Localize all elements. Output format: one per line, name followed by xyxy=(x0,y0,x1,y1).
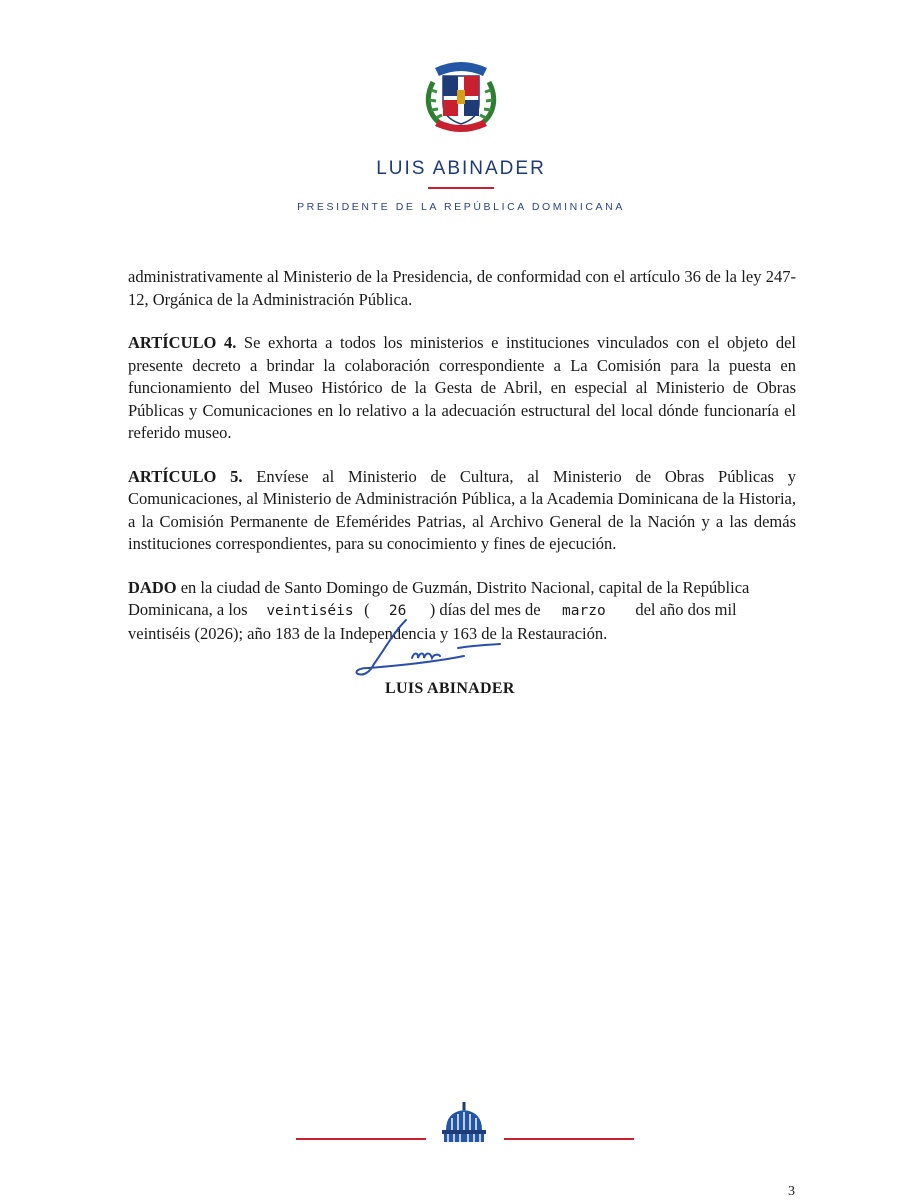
dado-text-2: ) días del mes de xyxy=(429,600,541,619)
page-number: 3 xyxy=(788,1184,795,1199)
coat-of-arms-icon xyxy=(421,52,501,140)
dado-text-3: del año dos mil veintiséis (2026); año 183 de la Independencia y 163 de la Restauración. xyxy=(128,600,737,643)
footer-rule-left xyxy=(296,1138,426,1140)
month: marzo xyxy=(562,603,606,619)
article-4-text: Se exhorta a todos los ministerios e instituciones vinculados con el objeto del presente decreto a brindar la colaboración correspondiente a La Comisión para la puesta en funcionamiento del Museo Histórico de la Gesta de Abril, en especial al Ministerio de Obras Públicas y Comunicaciones en lo relativo a la adecuación estructural del local dónde funcionaría el referido museo. xyxy=(128,333,796,442)
president-name: LUIS ABINADER xyxy=(376,158,546,179)
footer-rule-right xyxy=(504,1138,634,1140)
decree-body xyxy=(128,266,796,666)
article-5 xyxy=(128,466,796,556)
dado-label: DADO xyxy=(128,577,177,597)
palace-dome-icon xyxy=(438,1100,490,1146)
president-title: PRESIDENTE DE LA REPÚBLICA DOMINICANA xyxy=(297,201,625,213)
article-4-label: ARTÍCULO 4. xyxy=(128,333,237,352)
paragraph-continuation: administrativamente al Ministerio de la Presidencia, de conformidad con el artículo 36 de la ley 247-12, Orgánica de la Administración Pública. xyxy=(128,267,796,309)
signer-name: LUIS ABINADER xyxy=(385,680,515,697)
article-5-text: Envíese al Ministerio de Cultura, al Ministerio de Obras Públicas y Comunicaciones, al Ministerio de Administración Pública, a la Academia Dominicana de la Historia, a la Comisión Permanente de Efemérides Patrias, al Archivo General de la Nación y a las demás instituciones correspondientes, para su conocimiento y fines de ejecución. xyxy=(128,466,796,553)
day-number: 26 xyxy=(388,603,407,619)
article-5-label: ARTÍCULO 5. xyxy=(128,466,243,486)
header-divider xyxy=(428,187,494,189)
day-words: veintiséis xyxy=(266,603,354,619)
dado-text-1: en la ciudad de Santo Domingo de Guzmán, Distrito Nacional, capital de la República Dominicana, a los xyxy=(128,577,750,619)
open-paren: ( xyxy=(364,600,370,619)
article-4 xyxy=(128,332,796,445)
